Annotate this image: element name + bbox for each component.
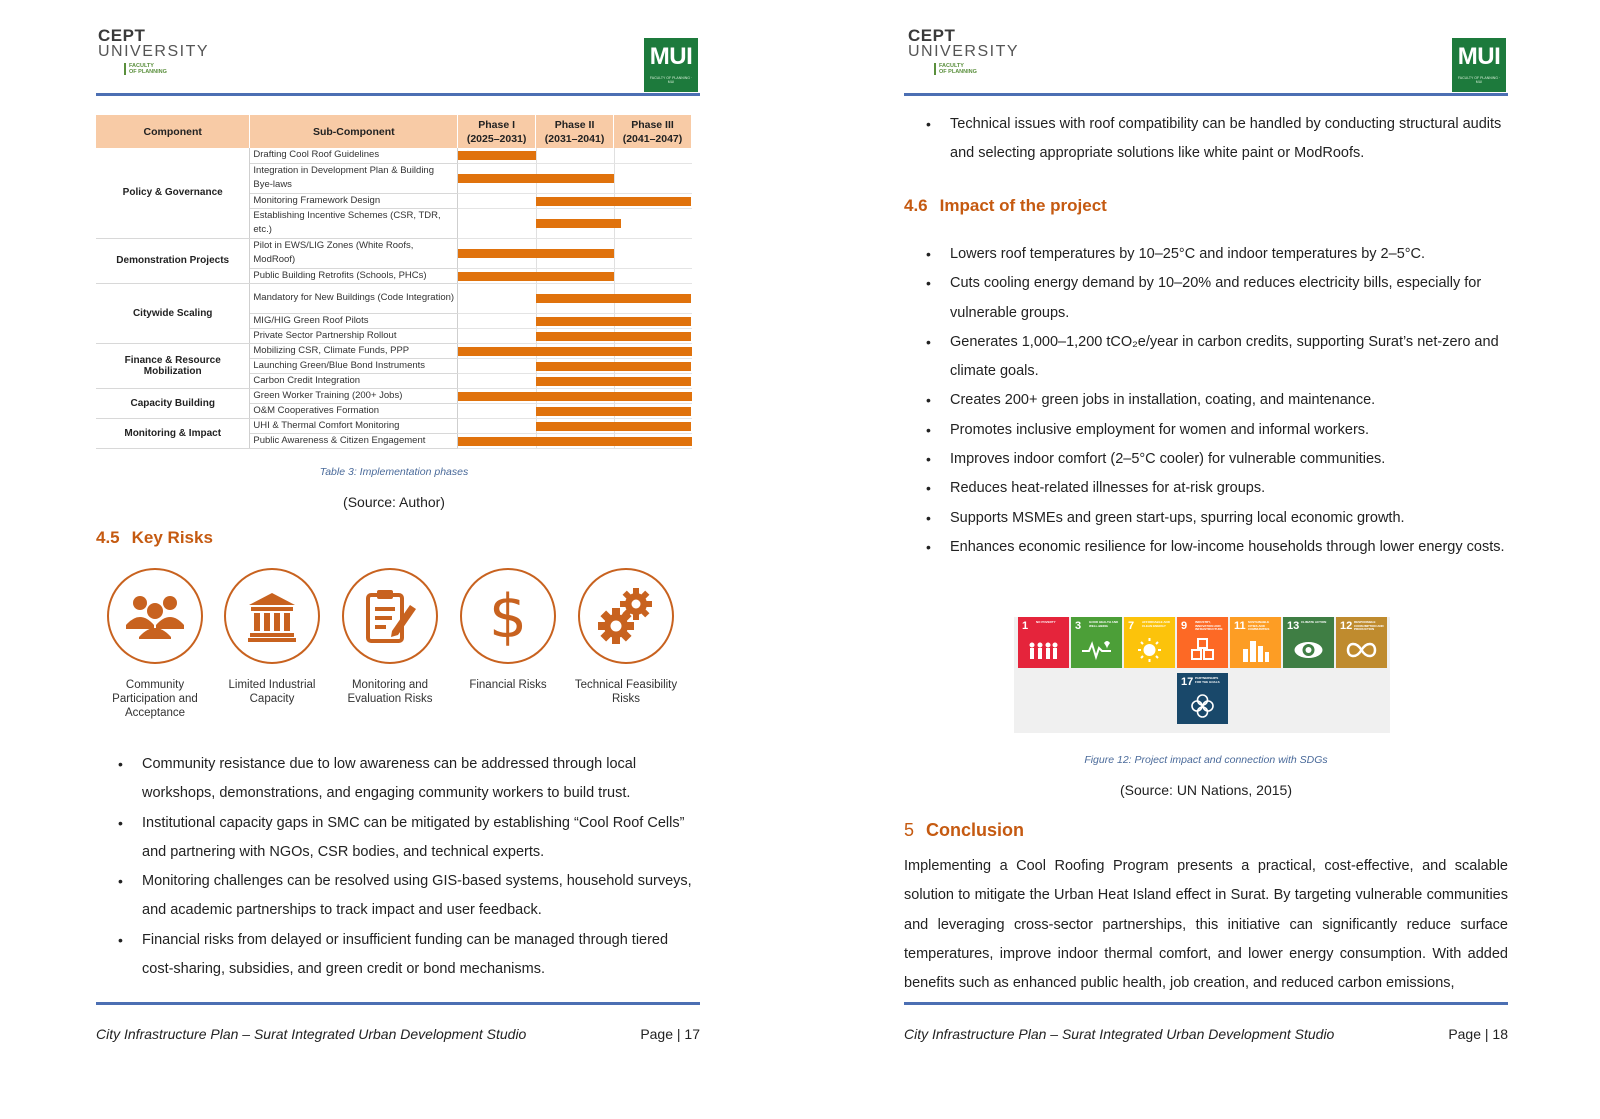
- list-item: • Lowers roof temperatures by 10–25°C and indoor temperatures by 2–5°C.: [926, 240, 1506, 269]
- sdg-7-clean-energy-icon: 7 AFFORDABLE AND CLEAN ENERGY: [1124, 617, 1175, 668]
- key-risks-icons: [104, 568, 694, 718]
- phase-bar: [536, 407, 692, 416]
- footer-rule: [904, 1002, 1508, 1005]
- sdg-17-partnerships-icon: 17 PARTNERSHIPS FOR THE GOALS: [1177, 673, 1228, 724]
- header-rule: [96, 93, 700, 96]
- sdg-3-good-health-icon: 3 GOOD HEALTH AND WELL-BEING: [1071, 617, 1122, 668]
- list-item: • Improves indoor comfort (2–5°C cooler) for vulnerable communities.: [926, 445, 1506, 474]
- risk-mitigation-list: [118, 750, 696, 984]
- phase-bar: [458, 174, 614, 183]
- list-item: • Creates 200+ green jobs in installation, coating, and maintenance.: [926, 386, 1506, 415]
- risk-technical-feasibility: Technical Feasibility Risks: [566, 568, 686, 706]
- list-item: • Supports MSMEs and green start-ups, spurring local economic growth.: [926, 504, 1506, 533]
- component-cell: Finance & Resource Mobilization: [96, 343, 250, 388]
- page-number: Page | 17: [640, 1026, 700, 1042]
- phase-bar: [458, 392, 691, 401]
- footer-title: City Infrastructure Plan – Surat Integrated Urban Development Studio: [904, 1026, 1335, 1042]
- list-item: • Financial risks from delayed or insufficient funding can be managed through tiered cost-sharing, subsidies, and green credit or bond mechanisms.: [118, 926, 696, 985]
- component-cell: Policy & Governance: [96, 148, 250, 238]
- subcomponent-cell: Monitoring Framework Design: [250, 193, 458, 208]
- figure-caption: Figure 12: Project impact and connection with SDGs: [1084, 754, 1328, 766]
- risk-financial: $ Financial Risks: [448, 568, 568, 692]
- institution-icon: [224, 568, 320, 664]
- subcomponent-cell: Public Awareness & Citizen Engagement: [250, 433, 458, 448]
- list-item: • Monitoring challenges can be resolved using GIS-based systems, household surveys, and academic partnerships to track impact and user feedback.: [118, 867, 696, 926]
- list-item: • Cuts cooling energy demand by 10–20% and reduces electricity bills, especially for vulnerable groups.: [926, 269, 1506, 328]
- footer-rule: [96, 1002, 700, 1005]
- sdg-1-no-poverty-icon: 1 NO POVERTY: [1018, 617, 1069, 668]
- subcomponent-cell: Carbon Credit Integration: [250, 373, 458, 388]
- phase-timeline-cell: [458, 328, 692, 343]
- component-cell: Citywide Scaling: [96, 283, 250, 343]
- phase-bar: [536, 377, 692, 386]
- cept-university-logo: CEPT UNIVERSITY FACULTY OF PLANNING: [908, 26, 1020, 75]
- phase-bar: [536, 362, 692, 371]
- phase-timeline-cell: [458, 268, 692, 283]
- mui-logo: MUI FACULTY OF PLANNING · MUI: [644, 38, 698, 92]
- table-row: [96, 343, 692, 358]
- phase-timeline-cell: [458, 433, 692, 448]
- subcomponent-cell: Mandatory for New Buildings (Code Integration): [250, 283, 458, 313]
- risk-monitoring-evaluation: Monitoring and Evaluation Risks: [330, 568, 450, 706]
- list-item: • Institutional capacity gaps in SMC can be mitigated by establishing “Cool Roof Cells” and partnering with NGOs, CSR bodies, and technical experts.: [118, 809, 696, 868]
- impact-list: [926, 240, 1506, 562]
- sdg-12-responsible-consumption-icon: 12 RESPONSIBLE CONSUMPTION AND PRODUCTION: [1336, 617, 1387, 668]
- table-source: (Source: Author): [343, 494, 445, 510]
- risk-industrial-capacity: Limited Industrial Capacity: [212, 568, 332, 706]
- subcomponent-cell: Mobilizing CSR, Climate Funds, PPP: [250, 343, 458, 358]
- phase-timeline-cell: [458, 403, 692, 418]
- clipboard-icon: [342, 568, 438, 664]
- phase-bar: [536, 197, 692, 206]
- table-row: [96, 148, 692, 163]
- phase-timeline-cell: [458, 418, 692, 433]
- section-heading-4-5: 4.5 Key Risks: [96, 528, 213, 547]
- header-phase-1: Phase I (2025–2031): [458, 115, 536, 148]
- subcomponent-cell: Public Building Retrofits (Schools, PHCs): [250, 268, 458, 283]
- phase-timeline-cell: [458, 373, 692, 388]
- subcomponent-cell: Pilot in EWS/LIG Zones (White Roofs, ModRoof): [250, 238, 458, 268]
- subcomponent-cell: Launching Green/Blue Bond Instruments: [250, 358, 458, 373]
- dollar-icon: [460, 568, 556, 664]
- phase-timeline-cell: [458, 208, 692, 238]
- phase-bar: [536, 422, 692, 431]
- community-icon: [107, 568, 203, 664]
- conclusion-paragraph: Implementing a Cool Roofing Program presents a practical, cost-effective, and scalable solution to mitigate the Urban Heat Island effect in Surat. By targeting vulnerable communities and leveraging cross-sector partnerships, this initiative can significantly reduce surface temperatures, improve indoor thermal comfort, and lower energy consumption. With added benefits such as enhanced public health, job creation, and reduced carbon emissions,: [904, 858, 1508, 992]
- sdg-13-climate-action-icon: 13 CLIMATE ACTION: [1283, 617, 1334, 668]
- section-heading-4-6: 4.6 Impact of the project: [904, 196, 1107, 215]
- phase-timeline-cell: [458, 283, 692, 313]
- table-header-row: [96, 115, 692, 148]
- table-row: [96, 283, 692, 313]
- phase-timeline-cell: [458, 388, 692, 403]
- risk-community: Community Participation and Acceptance: [95, 568, 215, 720]
- component-cell: Demonstration Projects: [96, 238, 250, 283]
- subcomponent-cell: Private Sector Partnership Rollout: [250, 328, 458, 343]
- phase-timeline-cell: [458, 148, 692, 163]
- list-item: • Generates 1,000–1,200 tCO₂e/year in carbon credits, supporting Surat’s net-zero and climate goals.: [926, 328, 1506, 387]
- list-item: • Reduces heat-related illnesses for at-risk groups.: [926, 474, 1506, 503]
- phase-timeline-cell: [458, 343, 692, 358]
- section-heading-5: 5 Conclusion: [904, 820, 1025, 840]
- phase-bar: [458, 249, 614, 258]
- table-row: [96, 388, 692, 403]
- header-phase-2: Phase II (2031–2041): [536, 115, 614, 148]
- component-cell: Monitoring & Impact: [96, 418, 250, 448]
- implementation-phases-table: [96, 115, 692, 449]
- phase-timeline-cell: [458, 358, 692, 373]
- gears-icon: [578, 568, 674, 664]
- list-item: • Enhances economic resilience for low-income households through lower energy costs.: [926, 533, 1506, 562]
- footer-title: City Infrastructure Plan – Surat Integrated Urban Development Studio: [96, 1026, 527, 1042]
- header-subcomponent: Sub-Component: [250, 115, 458, 148]
- sdg-9-industry-icon: 9 INDUSTRY, INNOVATION AND INFRASTRUCTURE: [1177, 617, 1228, 668]
- list-item: • Promotes inclusive employment for women and informal workers.: [926, 416, 1506, 445]
- phase-timeline-cell: [458, 313, 692, 328]
- subcomponent-cell: Integration in Development Plan & Building Bye-laws: [250, 163, 458, 193]
- list-item: • Community resistance due to low awareness can be addressed through local workshops, demonstrations, and engaging community workers to build trust.: [118, 750, 696, 809]
- sdg-figure: [1014, 617, 1390, 733]
- table-row: [96, 418, 692, 433]
- subcomponent-cell: Drafting Cool Roof Guidelines: [250, 148, 458, 163]
- cept-university-logo: CEPT UNIVERSITY FACULTY OF PLANNING: [98, 26, 210, 75]
- list-item: • Technical issues with roof compatibility can be handled by conducting structural audits and selecting appropriate solutions like white paint or ModRoofs.: [926, 110, 1506, 169]
- page-number: Page | 18: [1448, 1026, 1508, 1042]
- phase-bar: [536, 219, 622, 228]
- subcomponent-cell: MIG/HIG Green Roof Pilots: [250, 313, 458, 328]
- subcomponent-cell: O&M Cooperatives Formation: [250, 403, 458, 418]
- header-phase-3: Phase III (2041–2047): [614, 115, 692, 148]
- component-cell: Capacity Building: [96, 388, 250, 418]
- sdg-11-sustainable-cities-icon: 11 SUSTAINABLE CITIES AND COMMUNITIES: [1230, 617, 1281, 668]
- svg-text:$: $: [488, 583, 528, 649]
- phase-timeline-cell: [458, 163, 692, 193]
- technical-risk-list: [926, 110, 1506, 169]
- figure-source: (Source: UN Nations, 2015): [1120, 782, 1292, 798]
- subcomponent-cell: Establishing Incentive Schemes (CSR, TDR, etc.): [250, 208, 458, 238]
- phase-bar: [536, 317, 692, 326]
- phase-timeline-cell: [458, 193, 692, 208]
- phase-timeline-cell: [458, 238, 692, 268]
- header-rule: [904, 93, 1508, 96]
- table-caption: Table 3: Implementation phases: [319, 466, 469, 478]
- mui-logo: MUI FACULTY OF PLANNING · MUI: [1452, 38, 1506, 92]
- subcomponent-cell: Green Worker Training (200+ Jobs): [250, 388, 458, 403]
- phase-bar: [458, 347, 691, 356]
- phase-bar: [458, 151, 536, 160]
- phase-bar: [536, 294, 692, 303]
- header-component: Component: [96, 115, 250, 148]
- page-18: [808, 0, 1600, 1119]
- phase-bar: [458, 272, 614, 281]
- phase-bar: [458, 437, 691, 446]
- table-row: [96, 238, 692, 268]
- phase-bar: [536, 332, 692, 341]
- subcomponent-cell: UHI & Thermal Comfort Monitoring: [250, 418, 458, 433]
